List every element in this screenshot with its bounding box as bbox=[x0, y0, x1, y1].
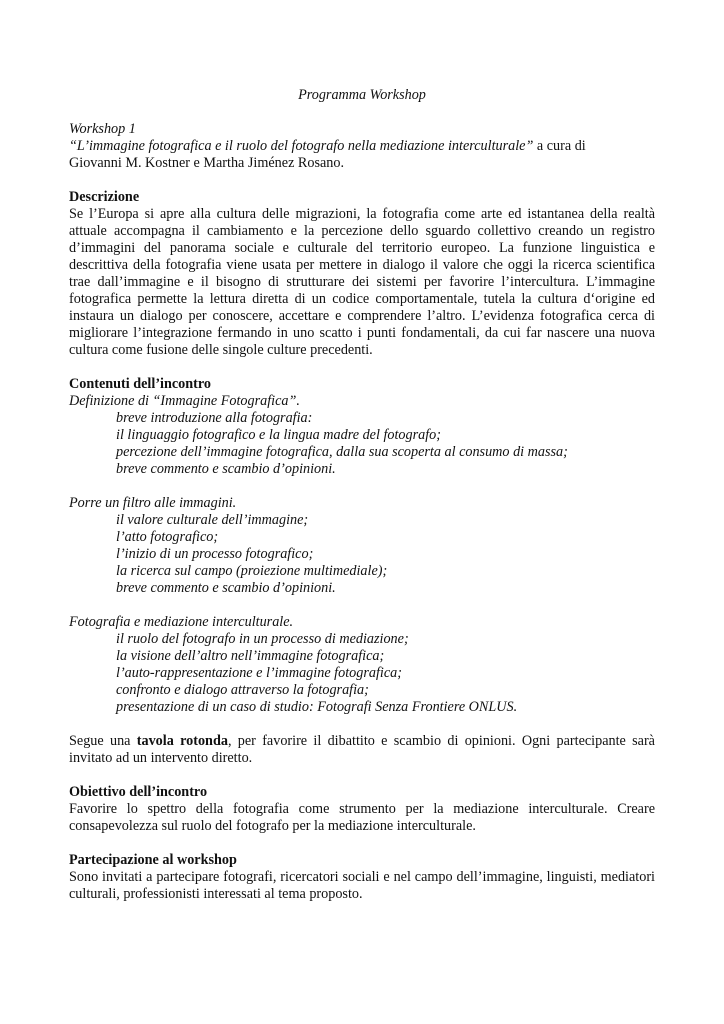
group-title: Fotografia e mediazione interculturale. bbox=[69, 614, 294, 630]
group-item: il ruolo del fotografo in un processo di mediazione; bbox=[116, 631, 409, 647]
workshop-label: Workshop 1 bbox=[69, 121, 136, 137]
document-title: Programma Workshop bbox=[298, 87, 426, 103]
partecipazione-section bbox=[69, 852, 655, 903]
tavola-section bbox=[69, 733, 655, 767]
group-item: il linguaggio fotografico e la lingua madre del fotografo; bbox=[116, 427, 441, 443]
group-item: l’inizio di un processo fotografico; bbox=[116, 546, 314, 562]
spacer bbox=[69, 716, 655, 733]
spacer bbox=[69, 835, 655, 852]
contenuti-group bbox=[69, 393, 655, 478]
partecipazione-heading: Partecipazione al workshop bbox=[69, 852, 237, 868]
spacer bbox=[69, 172, 655, 189]
obiettivo-section bbox=[69, 784, 655, 835]
obiettivo-text: Favorire lo spettro della fotografia come strumento per la mediazione interculturale. Creare consapevolezza sul ruolo del fotografo per la mediazione interculturale. bbox=[69, 801, 655, 834]
workshop-authors: Giovanni M. Kostner e Martha Jiménez Rosano. bbox=[69, 155, 345, 171]
tavola-text bbox=[69, 733, 655, 767]
spacer bbox=[69, 597, 655, 614]
group-item: la visione dell’altro nell’immagine fotografica; bbox=[116, 648, 385, 664]
obiettivo-heading: Obiettivo dell’incontro bbox=[69, 784, 208, 800]
descrizione-text: Se l’Europa si apre alla cultura delle migrazioni, la fotografia come arte ed istantanea della realtà attuale accompagna il cambiamento e la percezione dello sguardo collettivo creando un registro d’immagini del panorama sociale e culturale del territorio europeo. La funzione linguistica e descrittiva della fotografia viene usata per mettere in dialogo il valore che oggi la ricerca scientifica trae dall’immagine e il bisogno di strutturare dei sistemi per favorire l’intercultura. L’immagine fotografica permette la lettura diretta di un codice comportamentale, tutela la cultura d‘origine ed instaura un dialogo per conoscere, accettare e comprendere l’altro. L’evidenza fotografica cerca di migliorare l’integrazione fermando in uno scatto i punti fondamentali, da cui far nascere una nuova cultura come fusione delle singole culture precedenti. bbox=[69, 206, 655, 358]
group-title: Definizione di “Immagine Fotografica”. bbox=[69, 393, 300, 409]
group-item: breve commento e scambio d’opinioni. bbox=[116, 461, 336, 477]
tavola-after: , per favorire il dibattito e scambio di opinioni. Ogni partecipante sarà invitato ad un intervento diretto. bbox=[69, 733, 655, 766]
group-item: il valore culturale dell’immagine; bbox=[116, 512, 309, 528]
group-item: l’auto-rappresentazione e l’immagine fotografica; bbox=[116, 665, 402, 681]
partecipazione-text: Sono invitati a partecipare fotografi, ricercatori sociali e nel campo dell’immagine, linguisti, mediatori culturali, professionisti interessati al tema proposto. bbox=[69, 869, 655, 902]
workshop-title-line bbox=[69, 138, 655, 155]
contenuti-heading: Contenuti dell’incontro bbox=[69, 376, 212, 392]
tavola-bold: tavola rotonda bbox=[136, 733, 228, 749]
group-item: confronto e dialogo attraverso la fotografia; bbox=[116, 682, 369, 698]
workshop-quote: “L’immagine fotografica e il ruolo del fotografo nella mediazione interculturale” bbox=[69, 138, 534, 154]
workshop-intro bbox=[69, 121, 655, 172]
spacer bbox=[69, 767, 655, 784]
group-item: breve introduzione alla fotografia: bbox=[116, 410, 313, 426]
spacer bbox=[69, 104, 655, 121]
document-page bbox=[69, 87, 655, 903]
descrizione-section bbox=[69, 189, 655, 359]
group-item: la ricerca sul campo (proiezione multimediale); bbox=[116, 563, 388, 579]
spacer bbox=[69, 478, 655, 495]
tavola-before: Segue una bbox=[69, 733, 137, 749]
contenuti-group bbox=[69, 495, 655, 597]
group-item: breve commento e scambio d’opinioni. bbox=[116, 580, 336, 596]
contenuti-section bbox=[69, 376, 655, 716]
group-item: l’atto fotografico; bbox=[116, 529, 219, 545]
descrizione-heading: Descrizione bbox=[69, 189, 140, 205]
group-item: percezione dell’immagine fotografica, dalla sua scoperta al consumo di massa; bbox=[116, 444, 568, 460]
workshop-after-quote: a cura di bbox=[533, 138, 586, 154]
contenuti-group bbox=[69, 614, 655, 716]
group-title: Porre un filtro alle immagini. bbox=[69, 495, 237, 511]
spacer bbox=[69, 359, 655, 376]
group-item: presentazione di un caso di studio: Fotografi Senza Frontiere ONLUS. bbox=[116, 699, 518, 715]
